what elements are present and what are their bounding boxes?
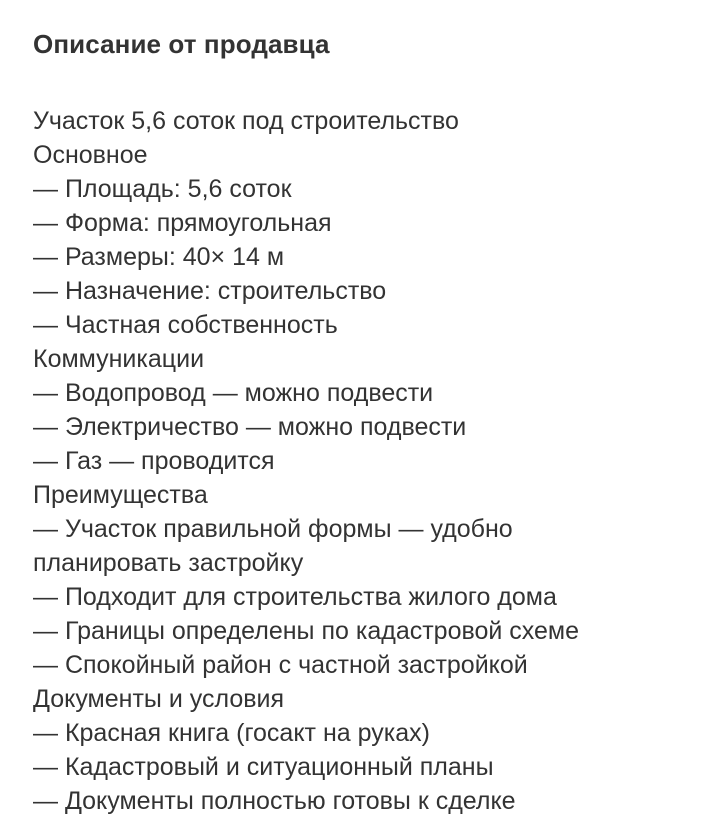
description-line: — Кадастровый и ситуационный планы	[33, 753, 494, 781]
description-subheading: Основное	[33, 141, 148, 169]
description-line: — Спокойный район с частной застройкой	[33, 651, 528, 679]
description-text	[33, 104, 703, 818]
description-line: — Форма: прямоугольная	[33, 209, 332, 237]
description-line: — Частная собственность	[33, 311, 338, 339]
description-line: — Границы определены по кадастровой схеме	[33, 617, 580, 645]
description-line: — Назначение: строительство	[33, 277, 387, 305]
description-line: — Газ — проводится	[33, 447, 275, 475]
description-subheading: Преимущества	[33, 481, 208, 509]
description-line: — Водопровод — можно подвести	[33, 379, 434, 407]
description-line: — Площадь: 5,6 соток	[33, 175, 292, 203]
description-line: — Красная книга (госакт на руках)	[33, 719, 430, 747]
description-line: планировать застройку	[33, 549, 304, 577]
seller-description-section	[33, 22, 703, 818]
description-subheading: Документы и условия	[33, 685, 285, 713]
description-line: — Участок правильной формы — удобно	[33, 515, 513, 543]
description-line: — Документы полностью готовы к сделке	[33, 787, 516, 815]
section-title: Описание от продавца	[33, 29, 330, 59]
description-line: — Электричество — можно подвести	[33, 413, 467, 441]
description-line: Участок 5,6 соток под строительство	[33, 107, 459, 135]
description-line: — Подходит для строительства жилого дома	[33, 583, 557, 611]
description-line: — Размеры: 40× 14 м	[33, 243, 285, 271]
description-subheading: Коммуникации	[33, 345, 205, 373]
